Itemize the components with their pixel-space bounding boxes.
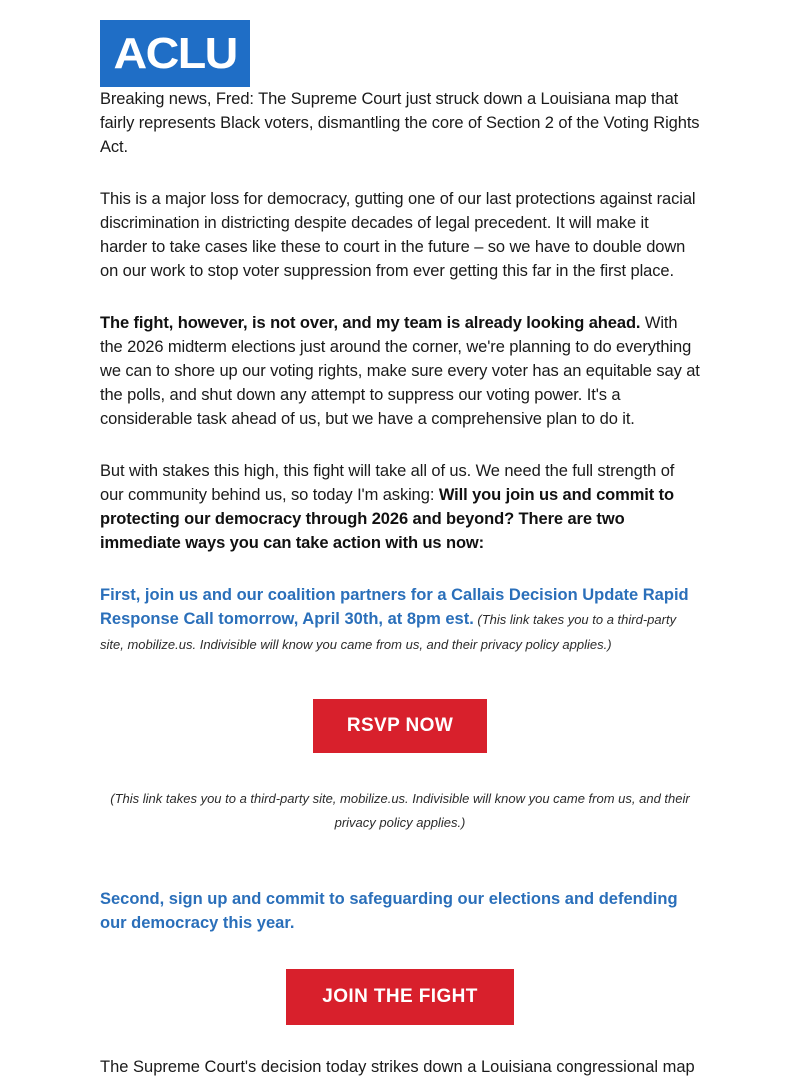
paragraph-ask-bold: Will you join us and commit to protecting our democracy through 2026 and beyond? There are two immediate ways you can take action with us now: [100,486,674,552]
paragraph-fight-not-over [100,311,700,431]
paragraph-ask-lead: But with stakes this high, this fight will take all of us. We need the full strength of our community behind us, so today I'm asking: [100,462,675,504]
safeguard-elections-link[interactable]: Second, sign up and commit to safeguarding our elections and defending our democracy this year. [100,890,678,932]
paragraph-fight-not-over-rest: With the 2026 midterm elections just around the corner, we're planning to do everything we can to shore up our voting rights, make sure every voter has an equitable say at the polls, and shut down any attempt to suppress our voting power. It's a considerable task ahead of us, but we have a comprehensive plan to do it. [100,314,700,428]
aclu-logo[interactable] [100,20,250,87]
rsvp-now-button[interactable]: RSVP NOW [313,699,487,753]
logo-row [0,0,800,87]
join-button-row [100,969,700,1025]
action-one-inline-disclaimer: (This link takes you to a third-party site, mobilize.us. Indivisible will know you came from us, and their privacy policy applies.) [100,612,677,652]
paragraph-ask [100,459,700,555]
rapid-response-call-link[interactable]: First, join us and our coalition partners for a Callais Decision Update Rapid Response Call tomorrow, April 30th, at 8pm est. [100,586,689,628]
paragraph-major-loss: This is a major loss for democracy, gutting one of our last protections against racial discrimination in districting despite decades of legal precedent. It will make it harder to take cases like these to court in the future – so we have to double down on our work to stop voter suppression from ever getting this far in the first place. [100,190,696,280]
rsvp-button-row [100,699,700,753]
aclu-logo-text: ACLU [113,28,237,78]
action-two-block [100,887,700,935]
email-content [0,87,800,1079]
paragraph-breaking-news: Breaking news, Fred: The Supreme Court just struck down a Louisiana map that fairly represents Black voters, dismantling the core of Section 2 of the Voting Rights Act. [100,90,700,156]
paragraph-fight-not-over-bold: The fight, however, is not over, and my team is already looking ahead. [100,314,641,332]
join-the-fight-button[interactable]: JOIN THE FIGHT [286,969,514,1025]
paragraph-court-decision-preview: The Supreme Court's decision today strikes down a Louisiana congressional map [100,1058,695,1076]
action-one-block [100,583,700,657]
rsvp-below-disclaimer: (This link takes you to a third-party site, mobilize.us. Indivisible will know you came from us, and their privacy policy applies.) [110,791,690,830]
